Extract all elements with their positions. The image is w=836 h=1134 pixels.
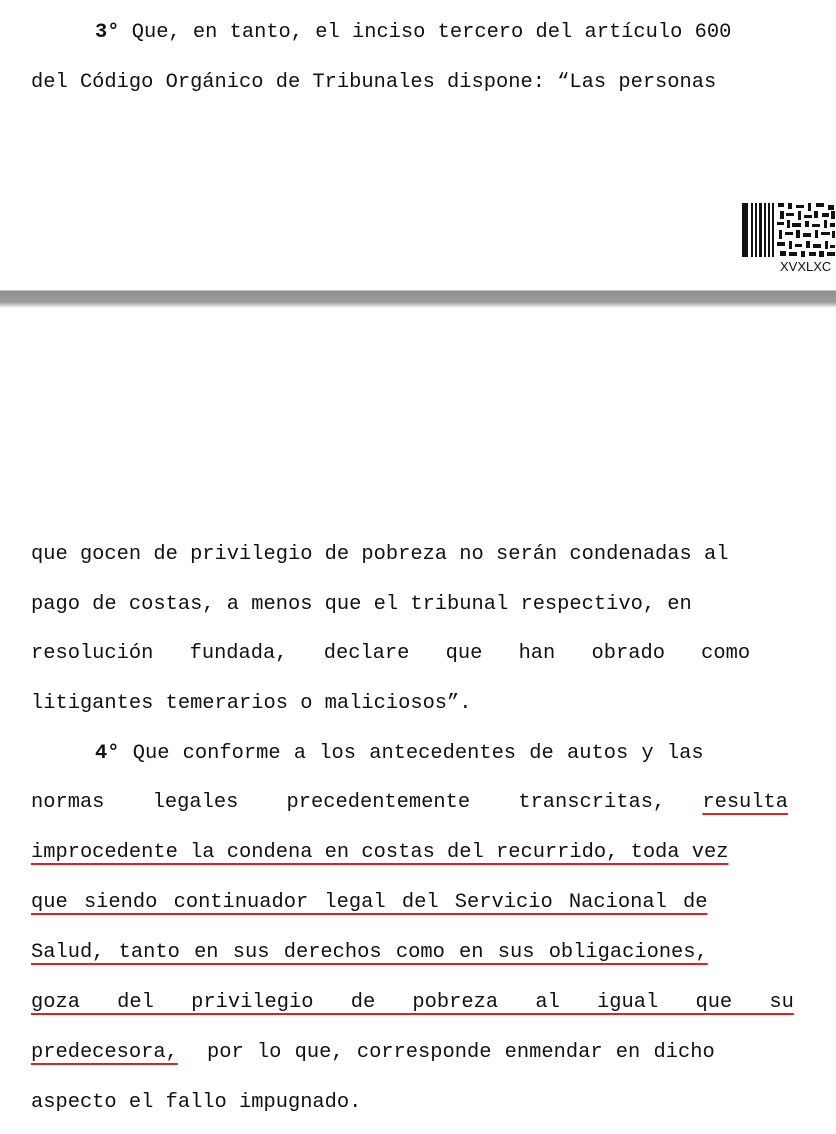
paragraph-4-line-2 <box>31 790 788 816</box>
highlighted-text: predecesora, <box>31 1041 178 1064</box>
line-text: aspecto el fallo impugnado. <box>31 1091 362 1114</box>
highlighted-text: goza del privilegio de pobreza al igual que su <box>31 991 794 1014</box>
paragraph-number-4: 4° <box>95 742 120 765</box>
document-page-2 <box>0 308 836 1134</box>
highlighted-text: resulta <box>702 791 788 814</box>
paragraph-4-line-1 <box>31 741 788 767</box>
paragraph-4-line-3 <box>31 840 788 866</box>
paragraph-number-3: 3° <box>95 21 120 44</box>
barcode-caption: XVXLXC <box>780 259 832 274</box>
paragraph-4-line-8 <box>31 1090 788 1116</box>
line-text: litigantes temerarios o maliciosos”. <box>31 692 472 715</box>
highlighted-text: improcedente la condena en costas del recurrido, toda vez <box>31 841 729 864</box>
paragraph-3-line-2 <box>31 70 788 96</box>
line-text: que gocen de privilegio de pobreza no serán condenadas al <box>31 543 729 566</box>
paragraph-3-line-5 <box>31 641 788 667</box>
paragraph-3-line-6 <box>31 691 788 717</box>
paragraph-4-line-7 <box>31 1040 788 1066</box>
page-separator <box>0 288 836 308</box>
line-text: pago de costas, a menos que el tribunal respectivo, en <box>31 593 692 616</box>
line-text: Que, en tanto, el inciso tercero del artículo 600 <box>119 21 732 44</box>
highlighted-text: que siendo continuador legal del Servicio Nacional de <box>31 891 708 914</box>
highlighted-text: Salud, tanto en sus derechos como en sus obligaciones, <box>31 941 708 964</box>
line-text: Que conforme a los antecedentes de autos y las <box>119 742 704 765</box>
paragraph-3-line-3 <box>31 542 788 568</box>
line-text: resolución fundada, declare que han obrado como <box>31 642 751 665</box>
paragraph-4-line-6 <box>31 990 794 1016</box>
line-text: normas legales precedentemente transcritas, <box>31 791 666 814</box>
line-text: por lo que, corresponde enmendar en dicho <box>207 1041 715 1064</box>
paragraph-3-line-1 <box>31 20 788 46</box>
barcode-image <box>742 203 836 257</box>
line-text: del Código Orgánico de Tribunales dispone: “Las personas <box>31 71 717 94</box>
paragraph-4-line-4 <box>31 890 788 916</box>
paragraph-3-line-4 <box>31 592 788 618</box>
document-page-1 <box>0 0 836 288</box>
paragraph-4-line-5 <box>31 940 788 966</box>
